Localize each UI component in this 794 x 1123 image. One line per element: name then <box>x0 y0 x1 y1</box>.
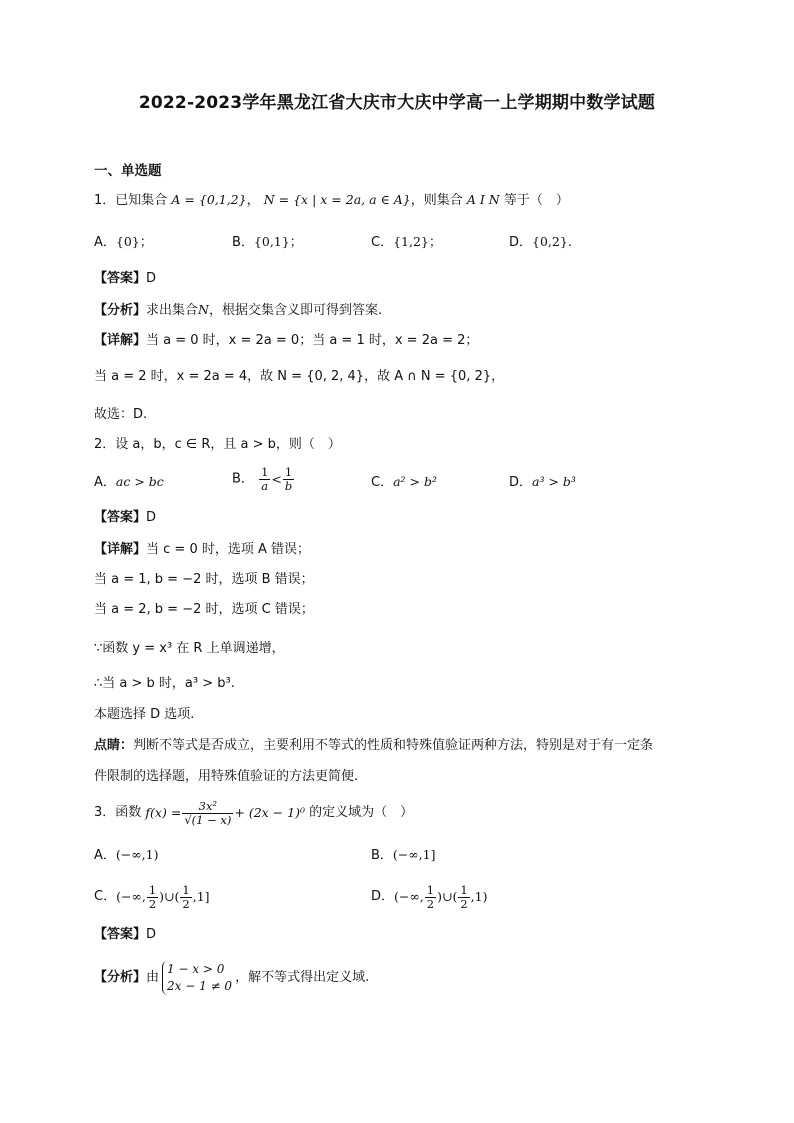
q2-detail-line-6: 本题选择 D 选项. <box>94 707 195 722</box>
q2-detail-line-4: ∵函数 y = x³ 在 R 上单调递增， <box>94 641 285 656</box>
q3-option-b: B．(−∞,1] <box>371 847 436 863</box>
q2-detail-line-1: 【详解】当 c = 0 时，选项 A 错误； <box>94 542 311 557</box>
question-3-stem: 3．函数 f(x) = $\frac{\text{3x²}}{√(1 - x)}$ + (2x − 1)⁰ 的定义域为（ ） <box>94 798 414 827</box>
fraction: $\frac{1}{a}$ <box>261 465 269 493</box>
inequality-system: 1 − x > 0 2x − 1 ≠ 0 <box>162 961 232 995</box>
q1-option-d: D．{0,2}. <box>509 234 572 250</box>
q3-option-c: C．(−∞, $\frac{1}{2}$ )∪( $\frac{1}{2}$ ,1] <box>94 882 210 911</box>
fraction: $\frac{1}{2}$ <box>426 882 435 911</box>
fraction: $\frac{1}{2}$ <box>148 882 157 911</box>
q1-option-a: A．{0}； <box>94 234 153 250</box>
set-a: A = {0,1,2} <box>171 192 247 207</box>
q2-option-b: B． $\frac{1}{a}$ < $\frac{1}{b}$ <box>232 465 293 493</box>
q2-tip-line-2: 件限制的选择题，用特殊值验证的方法更简便. <box>94 769 359 784</box>
question-2-stem: 2．设 a，b，c ∈ R，且 a > b，则（ ） <box>94 437 341 452</box>
q1-answer: 【答案】D <box>94 271 157 286</box>
fraction: $\frac{1}{2}$ <box>460 882 468 911</box>
question-1-stem: 1．已知集合 A = {0,1,2}， N = {x | x = 2a, a ∈ A}，则集合 A I N 等于（ ） <box>94 192 569 208</box>
fraction: $\frac{1}{b}$ <box>284 465 293 493</box>
q2-option-c: C．a² > b² <box>371 474 437 490</box>
q3-option-d: D．(−∞, $\frac{1}{2}$ )∪( $\frac{1}{2}$ ,1) <box>371 882 488 911</box>
q1-detail-line-2: 当 a = 2 时，x = 2a = 4，故 N = {0, 2, 4}，故 A ∩ N = {0, 2}， <box>94 369 505 384</box>
q2-detail-line-5: ∴当 a > b 时，a³ > b³. <box>94 676 235 691</box>
fraction: $\frac{1}{2}$ <box>182 882 190 911</box>
q2-option-d: D．a³ > b³ <box>509 474 576 490</box>
q3-analysis: 【分析】由 1 − x > 0 2x − 1 ≠ 0 ，解不等式得出定义域. <box>94 962 370 993</box>
q1-conclusion: 故选：D. <box>94 407 148 422</box>
q2-detail-line-2: 当 a = 1, b = −2 时，选项 B 错误； <box>94 572 314 587</box>
fraction: $\frac{\text{3x²}}{√(1 - x)}$ <box>184 798 232 827</box>
q2-option-a: A．ac > bc <box>94 474 164 490</box>
q1-option-b: B．{0,1}； <box>232 234 303 250</box>
q2-detail-line-3: 当 a = 2, b = −2 时，选项 C 错误； <box>94 602 314 617</box>
q3-answer: 【答案】D <box>94 927 157 942</box>
set-n: N = {x | x = 2a, a ∈ A} <box>263 192 411 207</box>
q1-option-c: C．{1,2}； <box>371 234 442 250</box>
section-heading: 一、单选题 <box>94 163 162 179</box>
q3-option-a: A．(−∞,1) <box>94 847 159 863</box>
page-title: 2022-2023学年黑龙江省大庆市大庆中学高一上学期期中数学试题 <box>138 93 656 113</box>
q1-detail-line-1: 【详解】当 a = 0 时，x = 2a = 0；当 a = 1 时，x = 2a = 2； <box>94 333 479 348</box>
q2-tip-line-1: 点睛：判断不等式是否成立，主要利用不等式的性质和特殊值验证两种方法，特别是对于有一定条 <box>94 738 654 753</box>
q2-answer: 【答案】D <box>94 510 157 525</box>
intersection-expr: A I N <box>466 192 500 207</box>
q1-analysis: 【分析】求出集合N，根据交集含义即可得到答案. <box>94 302 383 318</box>
